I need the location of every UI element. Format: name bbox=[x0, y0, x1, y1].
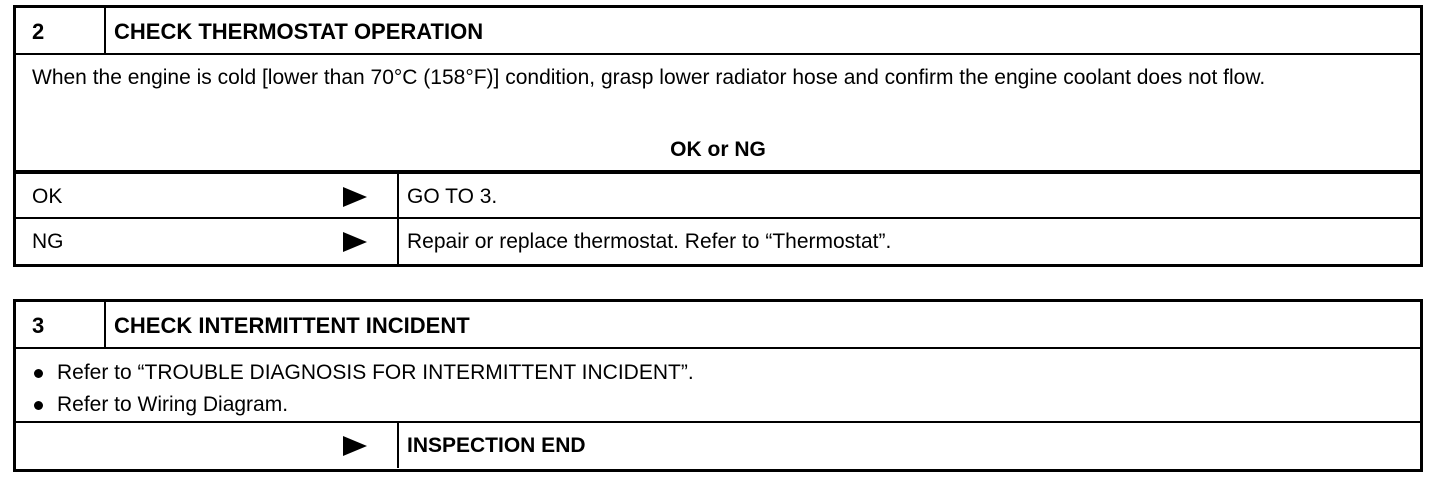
result-row-ng bbox=[16, 219, 1420, 264]
judgement-label: OK or NG bbox=[16, 130, 1420, 172]
result-action: Repair or replace thermostat. Refer to “Thermostat”. bbox=[407, 230, 892, 253]
step-2-header bbox=[16, 8, 1420, 55]
bullet-dot-icon bbox=[34, 401, 43, 410]
step-2-block bbox=[13, 5, 1423, 267]
step-number: 3 bbox=[16, 302, 106, 347]
step-title: CHECK THERMOSTAT OPERATION bbox=[114, 19, 484, 44]
result-condition: NG bbox=[32, 230, 64, 253]
right-triangle-arrow-icon bbox=[343, 232, 367, 252]
bullet-text: Refer to “TROUBLE DIAGNOSIS FOR INTERMITTENT INCIDENT”. bbox=[57, 361, 694, 384]
result-row-ok bbox=[16, 174, 1420, 219]
arrow-cell bbox=[316, 174, 399, 217]
result-action: GO TO 3. bbox=[407, 185, 498, 208]
right-triangle-arrow-icon bbox=[343, 187, 367, 207]
step-3-header bbox=[16, 302, 1420, 349]
bullet-text: Refer to Wiring Diagram. bbox=[57, 393, 289, 416]
arrow-cell bbox=[316, 423, 399, 468]
list-item bbox=[32, 389, 1404, 421]
right-triangle-arrow-icon bbox=[343, 436, 367, 456]
result-row-end bbox=[16, 423, 1420, 468]
result-condition: OK bbox=[32, 185, 63, 208]
step-number: 2 bbox=[16, 8, 106, 53]
arrow-cell bbox=[316, 219, 399, 264]
step-3-bullets bbox=[16, 349, 1420, 423]
bullet-dot-icon bbox=[34, 369, 43, 378]
result-action: INSPECTION END bbox=[407, 434, 586, 457]
step-3-block bbox=[13, 299, 1423, 472]
list-item bbox=[32, 357, 1404, 389]
result-condition bbox=[16, 423, 316, 468]
step-instruction: When the engine is cold [lower than 70°C (158°F)] condition, grasp lower radiator hose and confirm the engine coolant does not flow. bbox=[32, 66, 1266, 89]
step-title: CHECK INTERMITTENT INCIDENT bbox=[114, 313, 470, 338]
step-2-body bbox=[16, 55, 1420, 174]
